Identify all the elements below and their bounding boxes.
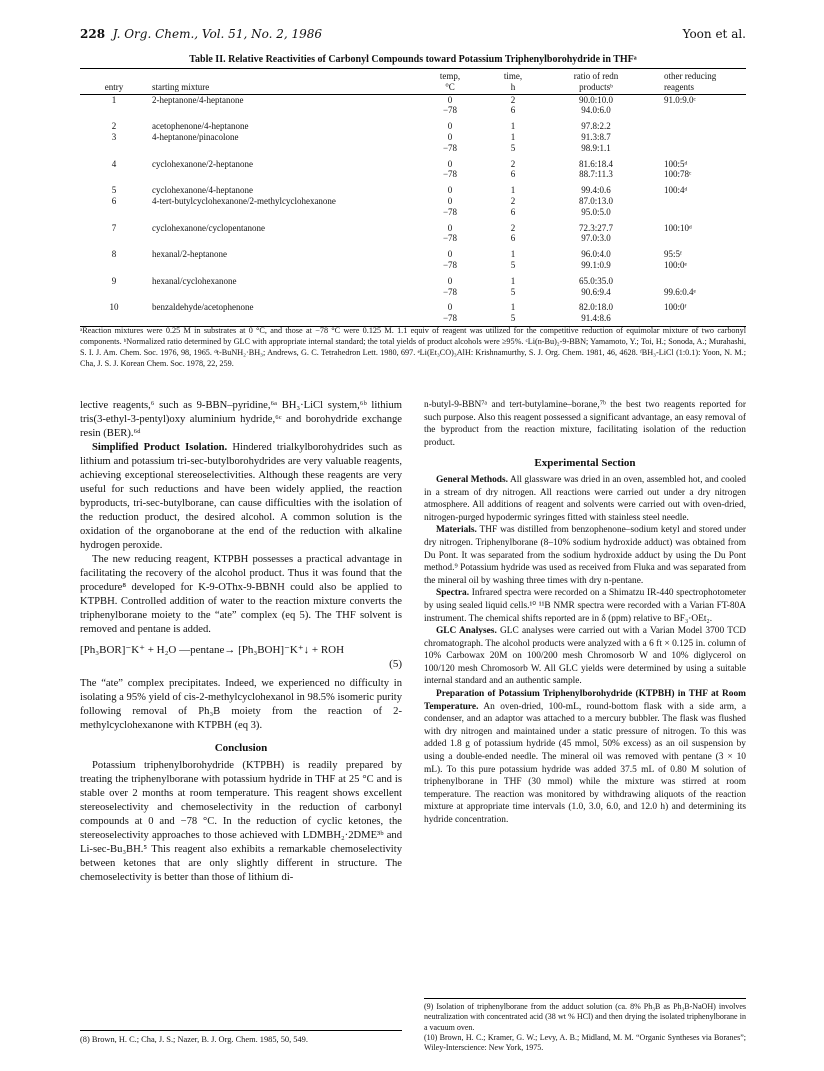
- table-cell-entry: [80, 233, 148, 244]
- table-cell-mixture: cyclohexanone/cyclopentanone: [152, 222, 265, 233]
- table-cell-mixture: 2-heptanone/4-heptanone: [152, 94, 244, 105]
- paragraph-text: An oven-dried, 100-mL, round-bottom flask with a side arm, a condenser, and an adaptor was attached to a mercury bubbler. The flask was flushed with dry nitrogen and maintained under a static pressure of nitrogen. To this was added 1.8 g of potassium hydride (45 mmol, 50% excess) as an oil suspension by using a double-ended needle. The mineral oil was removed with pentane (3 × 10 mL). To this pure potassium hydride was added 37.5 mL of 0.80 M solution of triphenylborane in THF (30 mmol) while the mixture was stirred at room temperature. The reaction was monitored by withdrawing aliquots of the reaction mixture at appropriate time intervals (1.0, 3.0, 6.0, and 12.0 h) and determining its hydride concentration.: [424, 701, 746, 825]
- table-row: [80, 94, 746, 105]
- header-cell: °C: [416, 82, 484, 94]
- table-cell-ratio: 72.3:27.7: [578, 222, 613, 233]
- paragraph: The “ate” complex precipitates. Indeed, we experienced no difficulty in isolating a 95% yield of cis-2-methylcyclohexanol in 98.5% isomeric purity following removal of Ph₃B moiety from the reaction of 2-methylcyclohexanone with KTPBH (eq 3).: [80, 678, 402, 731]
- table-header-row-bottom: [80, 82, 746, 94]
- paragraph: [424, 688, 746, 827]
- right-column: [424, 399, 746, 827]
- table-cell-time: 5: [510, 286, 516, 297]
- table-cell-temp: 0: [447, 121, 453, 132]
- table-cell-ratio: 95.0:5.0: [581, 206, 611, 217]
- table-cell-mixture: benzaldehyde/acetophenone: [152, 302, 254, 313]
- table-row: [80, 218, 746, 234]
- table-row: [80, 132, 746, 143]
- table-cell-time: 6: [510, 233, 516, 244]
- table-cell-time: 1: [510, 249, 516, 260]
- table-cell-temp: −78: [442, 206, 458, 217]
- table-row: [80, 233, 746, 244]
- equation-text: [Ph₃BOR]⁻K⁺ + H₂O —pentane→ [Ph₃BOH]⁻K⁺↓ + ROH: [80, 644, 345, 656]
- table-cell-time: 1: [510, 275, 516, 286]
- table-cell-mixture: [148, 260, 416, 271]
- paragraph-text: All glassware was dried in an oven, assembled hot, and cooled in a stream of dry nitrogen. All reactions were carried out under a dry nitrogen atmosphere. All additions of reagent and solvents were carried out with oven-dried, nitrogen-purged hypodermic syringes fitted with stainless steel needle.: [424, 474, 746, 523]
- section-heading: Experimental Section: [534, 457, 636, 470]
- table-cell-temp: 0: [447, 158, 453, 169]
- run-in-heading: Simplified Product Isolation.: [92, 442, 228, 453]
- table-cell-entry: [80, 105, 148, 116]
- authors: Yoon et al.: [682, 27, 746, 41]
- paragraph-text: THF was distilled from benzophenone–sodium ketyl and stored under dry nitrogen. Triphenylborane (8–10% sodium hydroxide adduct) was obtained from Du Pont. It was separated from the sodium hydroxide adduct by using the Du Pont method.⁹ Potassium hydride was used as received from Fluka and was separated from the mineral oil by washing three times with dry n-pentane.: [424, 525, 746, 586]
- footnote: (8) Brown, H. C.; Cha, J. S.; Nazer, B. J. Org. Chem. 1985, 50, 549.: [80, 1035, 308, 1044]
- reactivity-table: [80, 68, 746, 327]
- table-cell-other: 100:10ᵈ: [664, 222, 692, 233]
- table-cell-entry: 3: [111, 131, 117, 142]
- table-cell-time: 2: [510, 222, 516, 233]
- table-cell-mixture: 4-heptanone/pinacolone: [152, 131, 239, 142]
- running-header: [80, 27, 746, 41]
- run-in-heading: Preparation of Potassium Triphenylborohydride (KTPBH) in THF at Room Temperature.: [424, 689, 746, 712]
- run-in-heading: Materials.: [436, 525, 477, 536]
- page-number: 228: [80, 27, 106, 41]
- table-cell-ratio: 90.0:10.0: [578, 94, 613, 105]
- table-cell-temp: 0: [447, 275, 453, 286]
- table-cell-time: 1: [510, 131, 516, 142]
- table-cell-time: 5: [484, 313, 542, 326]
- table-cell-temp: −78: [442, 286, 458, 297]
- paragraph-text: Infrared spectra were recorded on a Shimatzu IR-440 spectrophotometer by using sealed liquid cells.¹⁰ ¹¹B NMR spectra were recorded with a Varian FT-80A instrument. The chemical shifts reported are in δ (ppm) relative to BF₃·OEt₂.: [424, 588, 746, 624]
- table-cell-entry: 8: [111, 249, 117, 260]
- table-cell-time: 6: [510, 206, 516, 217]
- table-cell-other: [650, 132, 746, 143]
- section-heading: Conclusion: [214, 742, 268, 754]
- table-cell-temp: −78: [416, 313, 484, 326]
- table-cell-other: [650, 271, 746, 287]
- header-cell: entry: [80, 82, 148, 94]
- table-cell-temp: 0: [447, 222, 453, 233]
- table-cell-mixture: acetophenone/4-heptanone: [152, 121, 249, 132]
- table-cell-time: 5: [510, 259, 516, 270]
- header-cell: productsᵇ: [542, 82, 650, 94]
- footnote-rule: [80, 1030, 402, 1031]
- table-cell-mixture: [148, 207, 416, 218]
- table-cell-entry: 1: [111, 94, 117, 105]
- table-cell-other: [650, 196, 746, 207]
- left-column: [80, 399, 402, 885]
- header-cell: h: [484, 82, 542, 94]
- table-cell-mixture: hexanal/2-heptanone: [152, 249, 227, 260]
- paragraph: [80, 441, 402, 553]
- table-cell-ratio: 91.3:8.7: [581, 131, 611, 142]
- table-cell-time: 1: [510, 121, 516, 132]
- table-cell-other: [650, 233, 746, 244]
- table-row: [80, 105, 746, 116]
- table-cell-temp: 0: [447, 302, 453, 313]
- table-cell-ratio: 96.0:4.0: [581, 249, 611, 260]
- table-cell-temp: −78: [442, 233, 458, 244]
- table-footnotes: ᵃReaction mixtures were 0.25 M in substrates at 0 °C, and those at −78 °C were 0.125 M. 1.1 equiv of reagent was utilized for the competitive reduction of equimolar mixture of two carbonyl components. ᵇNormalized ratio determined by GLC with appropriate internal standard; the total yields of product alcohols were ≥95%. ᶜLi(n-Bu)₂-9-BBN; Yamamoto, Y.; Toi, H.; Sonoda, A.; Murahashi, S. I. J. Am. Chem. Soc. 1976, 98, 1965. ᵈt-BuNH₂·BH₃; Andrews, G. C. Tetrahedron Lett. 1980, 697. ᵉLi(Et₃CO)₃AlH: Krishnamurthy, S. J. Org. Chem. 1981, 46, 4628. ᶠBH₃-LiCl (1:0.1): Yoon, N. M.; Cha, J. S. J. Korean Chem. Soc. 1978, 22, 259.: [80, 326, 746, 368]
- table-cell-ratio: 99.1:0.9: [581, 259, 611, 270]
- header-cell: temp,: [416, 69, 484, 82]
- table-cell-mixture: 4-tert-butylcyclohexanone/2-methylcyclohexanone: [152, 195, 336, 206]
- table-cell-time: 5: [510, 142, 516, 153]
- table-cell-other: [650, 143, 746, 154]
- paragraph-text: GLC analyses were carried out with a Varian Model 3700 TCD chromatograph. The alcohol products were analyzed with a 6 ft × 0.125 in. column of 10% Carbowax 20M on 100/200 mesh Chromosorb W and 10% diglycerol on 100/120 mesh Chromosorb W. All GLC yields were determined by using a suitable internal standard and an authentic sample.: [424, 626, 746, 687]
- table-cell-other: [650, 116, 746, 132]
- paragraph: Potassium triphenylborohydride (KTPBH) is readily prepared by treating the triphenylborane with potassium hydride in THF at 25 °C and is stable over 2 months at room temperature. This reagent shows excellent stereoselectivity and chemoselectivity in the reduction of carbonyl compounds at 0 and −78 °C. In the reduction of cyclic ketones, the stereoselectivity approaches to those achieved with LDMBH₂·2DME³ᵇ and Li-sec-Bu₃BH.⁵ This reagent also exhibits a remarkable chemoselectivity between ketones that are only slightly different in structure. The chemoselectivity is better than those of lithium di-: [80, 760, 402, 883]
- table-cell-other: 100:0ᶠ: [664, 302, 687, 313]
- table-cell-ratio: 97.0:3.0: [581, 233, 611, 244]
- table-cell-ratio: 82.0:18.0: [578, 302, 613, 313]
- table-cell-mixture: cyclohexanone/4-heptanone: [152, 185, 253, 196]
- equation: [80, 643, 402, 671]
- header-cell: [80, 69, 148, 82]
- footnote: (9) Isolation of triphenylborane from the adduct solution (ca. 8% Ph₃B as Ph₃B-NaOH) involves neutralization with concentrated acid (38 wt % HCl) and then drying the isolated triphenylborane in a vacuum oven.: [424, 1002, 746, 1032]
- table-cell-other: [650, 207, 746, 218]
- paragraph: [424, 625, 746, 688]
- table-cell-temp: 0: [447, 195, 453, 206]
- header-cell: starting mixture: [148, 82, 416, 94]
- table-cell-time: 2: [510, 94, 516, 105]
- paragraph: n-butyl-9-BBN⁷ᵃ and tert-butylamine–borane,⁷ᵇ the best two reagents reported for such purpose. Also this reagent possessed a significant advantage, an easy removal of the byproduct from the reaction mixture, facilitating isolation of the reduction product.: [424, 400, 746, 448]
- header-cell: time,: [484, 69, 542, 82]
- paragraph-text: Hindered trialkylborohydrides such as lithium and potassium tri-sec-butylborohydrides are very valuable reagents, achieving exceptional stereoselectivities. Although these reagents are very useful for such reductions and have been widely applied, the reaction byproducts, tri-sec-butylborane, can cause difficulties with the isolation of the reduction product, the desired alcohol. A common solution is the oxidation of the organoborane at the end of the reduction with alkaline hydrogen peroxide.: [80, 442, 402, 551]
- table-row: [80, 169, 746, 180]
- table-cell-ratio: 98.9:1.1: [581, 142, 611, 153]
- paragraph: lective reagents,⁶ such as 9-BBN–pyridine,⁶ᵃ BH₃·LiCl system,⁶ᵇ lithium tris(3-ethyl-3-pentyl)oxy aluminium hydride,⁶ᶜ and borohydride exchange resin (BER).⁶ᵈ: [80, 400, 402, 439]
- table-cell-temp: 0: [447, 94, 453, 105]
- paragraph: [424, 524, 746, 587]
- header-cell: [148, 69, 416, 82]
- table-cell-mixture: [148, 143, 416, 154]
- table-cell-mixture: [148, 287, 416, 298]
- table-row: [80, 271, 746, 287]
- table-body: [80, 94, 746, 326]
- table-cell-other: 100:0ᵉ: [664, 259, 687, 270]
- paragraph: [424, 474, 746, 524]
- table-cell-other: 95:5ᶠ: [664, 249, 682, 260]
- header-cell: ratio of redn: [542, 69, 650, 82]
- footnote-rule: [424, 998, 746, 999]
- table-cell-entry: [80, 207, 148, 218]
- table-cell-time: 6: [510, 105, 516, 116]
- table-cell-mixture: [148, 233, 416, 244]
- footnote: (10) Brown, H. C.; Kramer, G. W.; Levy, A. B.; Midland, M. M. “Organic Syntheses via Boranes”; Wiley-Interscience: New York, 1975.: [424, 1032, 746, 1053]
- table-cell-other: 100:5ᵈ: [664, 158, 688, 169]
- table-cell-temp: −78: [442, 169, 458, 180]
- table-cell-time: 6: [510, 169, 516, 180]
- table-row: [80, 143, 746, 154]
- table-cell-ratio: 97.8:2.2: [581, 121, 611, 132]
- table-row: [80, 180, 746, 196]
- table-cell-entry: 4: [111, 158, 117, 169]
- table-cell-mixture: [148, 169, 416, 180]
- table-cell-ratio: 94.0:6.0: [581, 105, 611, 116]
- table-cell-entry: [80, 287, 148, 298]
- paragraph: The new reducing reagent, KTPBH possesses a practical advantage in facilitating the recovery of the alcohol product. Thus it was found that the procedure⁸ developed for K-9-OThx-9-BBNH could also be applied to KTPBH. Controlled addition of water to the reaction mixture converts the triphenylborane moiety to the “ate” complex (eq 5). The THF solvent is removed and pentane is added.: [80, 554, 402, 635]
- table-cell-other: 91.0:9.0ᶜ: [664, 94, 696, 105]
- table-cell-ratio: 65.0:35.0: [578, 275, 613, 286]
- table-cell-other: [650, 105, 746, 116]
- header-cell: other reducing: [650, 69, 746, 82]
- journal-citation: J. Org. Chem., Vol. 51, No. 2, 1986: [112, 27, 323, 41]
- table-cell-entry: 10: [109, 302, 119, 313]
- table-cell-ratio: 87.0:13.0: [578, 195, 613, 206]
- table-cell-time: 2: [510, 195, 516, 206]
- table-cell-temp: 0: [447, 185, 453, 196]
- table-row: [80, 207, 746, 218]
- table-cell-time: 1: [510, 185, 516, 196]
- table-row: [80, 244, 746, 260]
- table-cell-mixture: hexanal/cyclohexanone: [152, 275, 237, 286]
- table-cell-ratio: 90.6:9.4: [581, 286, 611, 297]
- table-cell-other: 99.6:0.4ᵉ: [664, 286, 696, 297]
- table-cell-other: 100:4ᵈ: [664, 185, 688, 196]
- table-cell-ratio: 99.4:0.6: [581, 185, 611, 196]
- table-cell-mixture: [148, 105, 416, 116]
- table-cell-entry: [80, 260, 148, 271]
- table-cell-entry: 5: [111, 185, 117, 196]
- table-cell-ratio: 88.7:11.3: [579, 169, 613, 180]
- table-cell-entry: [80, 143, 148, 154]
- table-cell-entry: 7: [111, 222, 117, 233]
- table-cell-mixture: cyclohexanone/2-heptanone: [152, 158, 253, 169]
- table-cell-entry: 6: [111, 195, 117, 206]
- table-title: Table II. Relative Reactivities of Carbonyl Compounds toward Potassium Triphenylborohydride in THFᵃ: [189, 54, 637, 65]
- table-cell-temp: −78: [442, 105, 458, 116]
- run-in-heading: General Methods.: [436, 474, 508, 485]
- table-cell-time: 1: [510, 302, 516, 313]
- table-row: [80, 196, 746, 207]
- table-cell-entry: [80, 169, 148, 180]
- table-cell-ratio: 91.4:8.6: [542, 313, 650, 326]
- footnotes-right: [424, 1002, 746, 1053]
- table-cell-temp: 0: [447, 249, 453, 260]
- table-cell-temp: 0: [447, 131, 453, 142]
- table-row: [80, 287, 746, 298]
- table-row: [80, 116, 746, 132]
- table-cell-temp: −78: [442, 259, 458, 270]
- table-cell-entry: 2: [111, 121, 117, 132]
- table-cell-other: 100:78ᶜ: [664, 169, 692, 180]
- table-cell-time: 2: [510, 158, 516, 169]
- paragraph: [424, 587, 746, 625]
- run-in-heading: GLC Analyses.: [436, 626, 497, 637]
- table-row: [80, 260, 746, 271]
- table-row: [80, 297, 746, 313]
- table-cell-entry: 9: [111, 275, 117, 286]
- equation-number: (5): [389, 658, 402, 670]
- run-in-heading: Spectra.: [436, 588, 470, 599]
- table-cell-ratio: 81.6:18.4: [578, 158, 613, 169]
- table-cell-temp: −78: [442, 142, 458, 153]
- header-cell: reagents: [650, 82, 746, 94]
- table-header-row-top: [80, 69, 746, 82]
- table-row: [80, 154, 746, 170]
